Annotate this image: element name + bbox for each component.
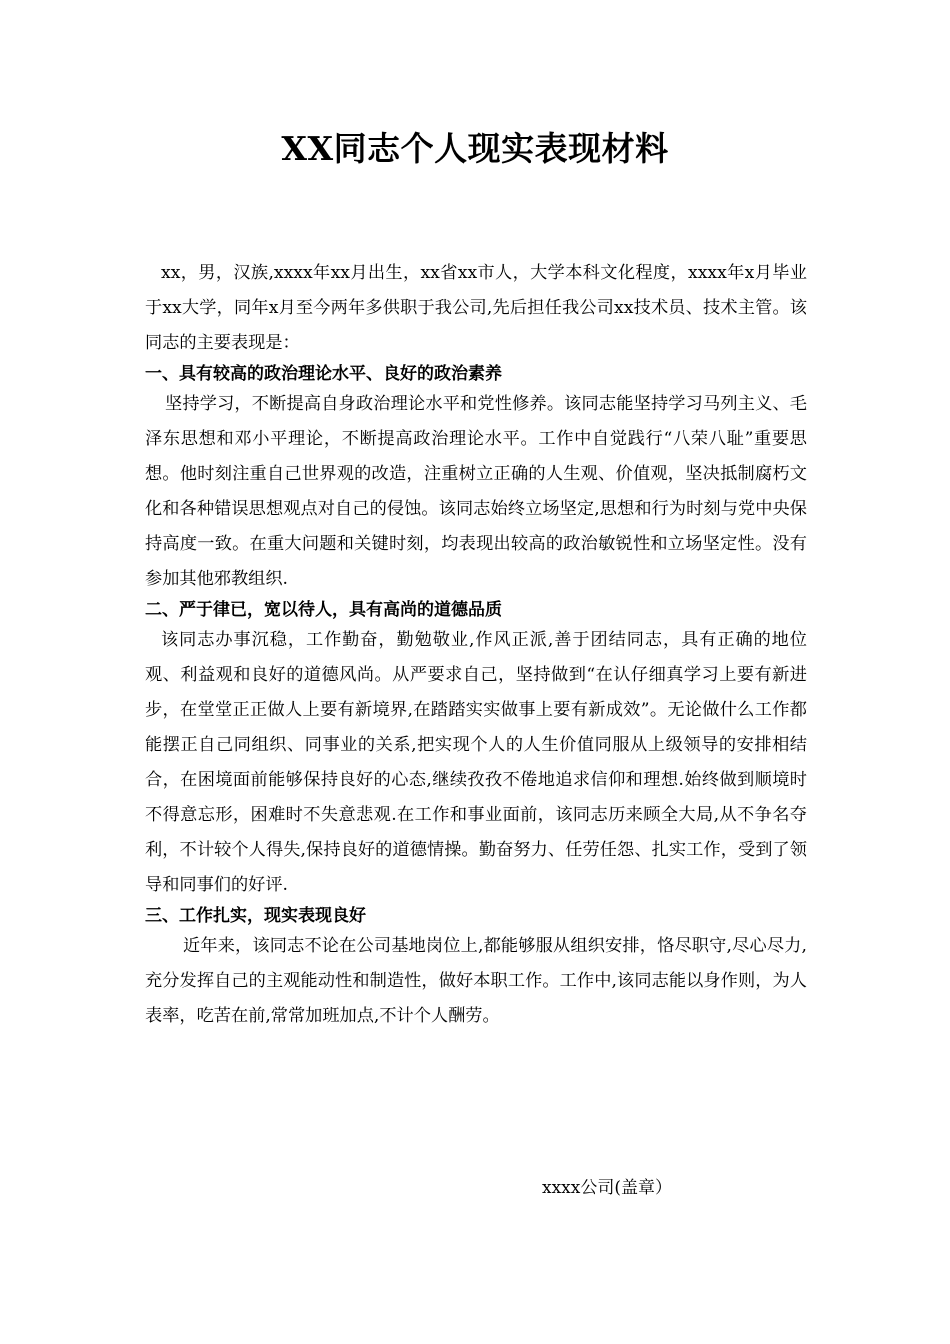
section-body-2: 该同志办事沉稳，工作勤奋，勤勉敬业,作风正派,善于团结同志，具有正确的地位观、利益观和良好的道德风尚。从严要求自己，坚持做到“在认仔细真学习上要有新进步，在堂堂正正做人上要有新境界,在踏踏实实做事上要有新成效”。无论做什么工作都能摆正自己同组织、同事业的关系,把实现个人的人生价值同服从上级领导的安排相结合，在困境面前能够保持良好的心态,继续孜孜不倦地追求信仰和理想.始终做到顺境时不得意忘形，困难时不失意悲观.在工作和事业面前，该同志历来顾全大局,从不争名夺利，不计较个人得失,保持良好的道德情操。勤奋努力、任劳任怨、扎实工作，受到了领导和同事们的好评. — [145, 630, 807, 895]
section-heading-1: 一、具有较高的政治理论水平、良好的政治素养 — [145, 364, 502, 384]
section-heading-2: 二、严于律已，宽以待人，具有高尚的道德品质 — [145, 600, 502, 620]
document-body — [145, 256, 807, 1034]
company-signature: xxxx公司(盖章） — [542, 1178, 672, 1198]
intro-paragraph: xx，男，汉族,xxxx年xx月出生，xx省xx市人，大学本科文化程度，xxxx年x月毕业于xx大学，同年x月至今两年多供职于我公司,先后担任我公司xx技术员、技术主管。该同志的主要表现是： — [145, 263, 807, 353]
document-title: XX同志个人现实表现材料 — [281, 129, 669, 168]
section-heading-3: 三、工作扎实，现实表现良好 — [145, 906, 366, 926]
section-body-1: 坚持学习，不断提高自身政治理论水平和党性修养。该同志能坚持学习马列主义、毛泽东思想和邓小平理论，不断提高政治理论水平。工作中自觉践行“八荣八耻”重要思想。他时刻注重自己世界观的改造，注重树立正确的人生观、价值观，坚决抵制腐朽文化和各种错误思想观点对自己的侵蚀。该同志始终立场坚定,思想和行为时刻与党中央保持高度一致。在重大问题和关键时刻，均表现出较高的政治敏锐性和立场坚定性。没有参加其他邪教组织. — [145, 394, 807, 589]
section-body-3: 近年来，该同志不论在公司基地岗位上,都能够服从组织安排，恪尽职守,尽心尽力,充分发挥自己的主观能动性和制造性，做好本职工作。工作中,该同志能以身作则，为人表率，吃苦在前,常常加班加点,不计个人酬劳。 — [145, 936, 807, 1026]
